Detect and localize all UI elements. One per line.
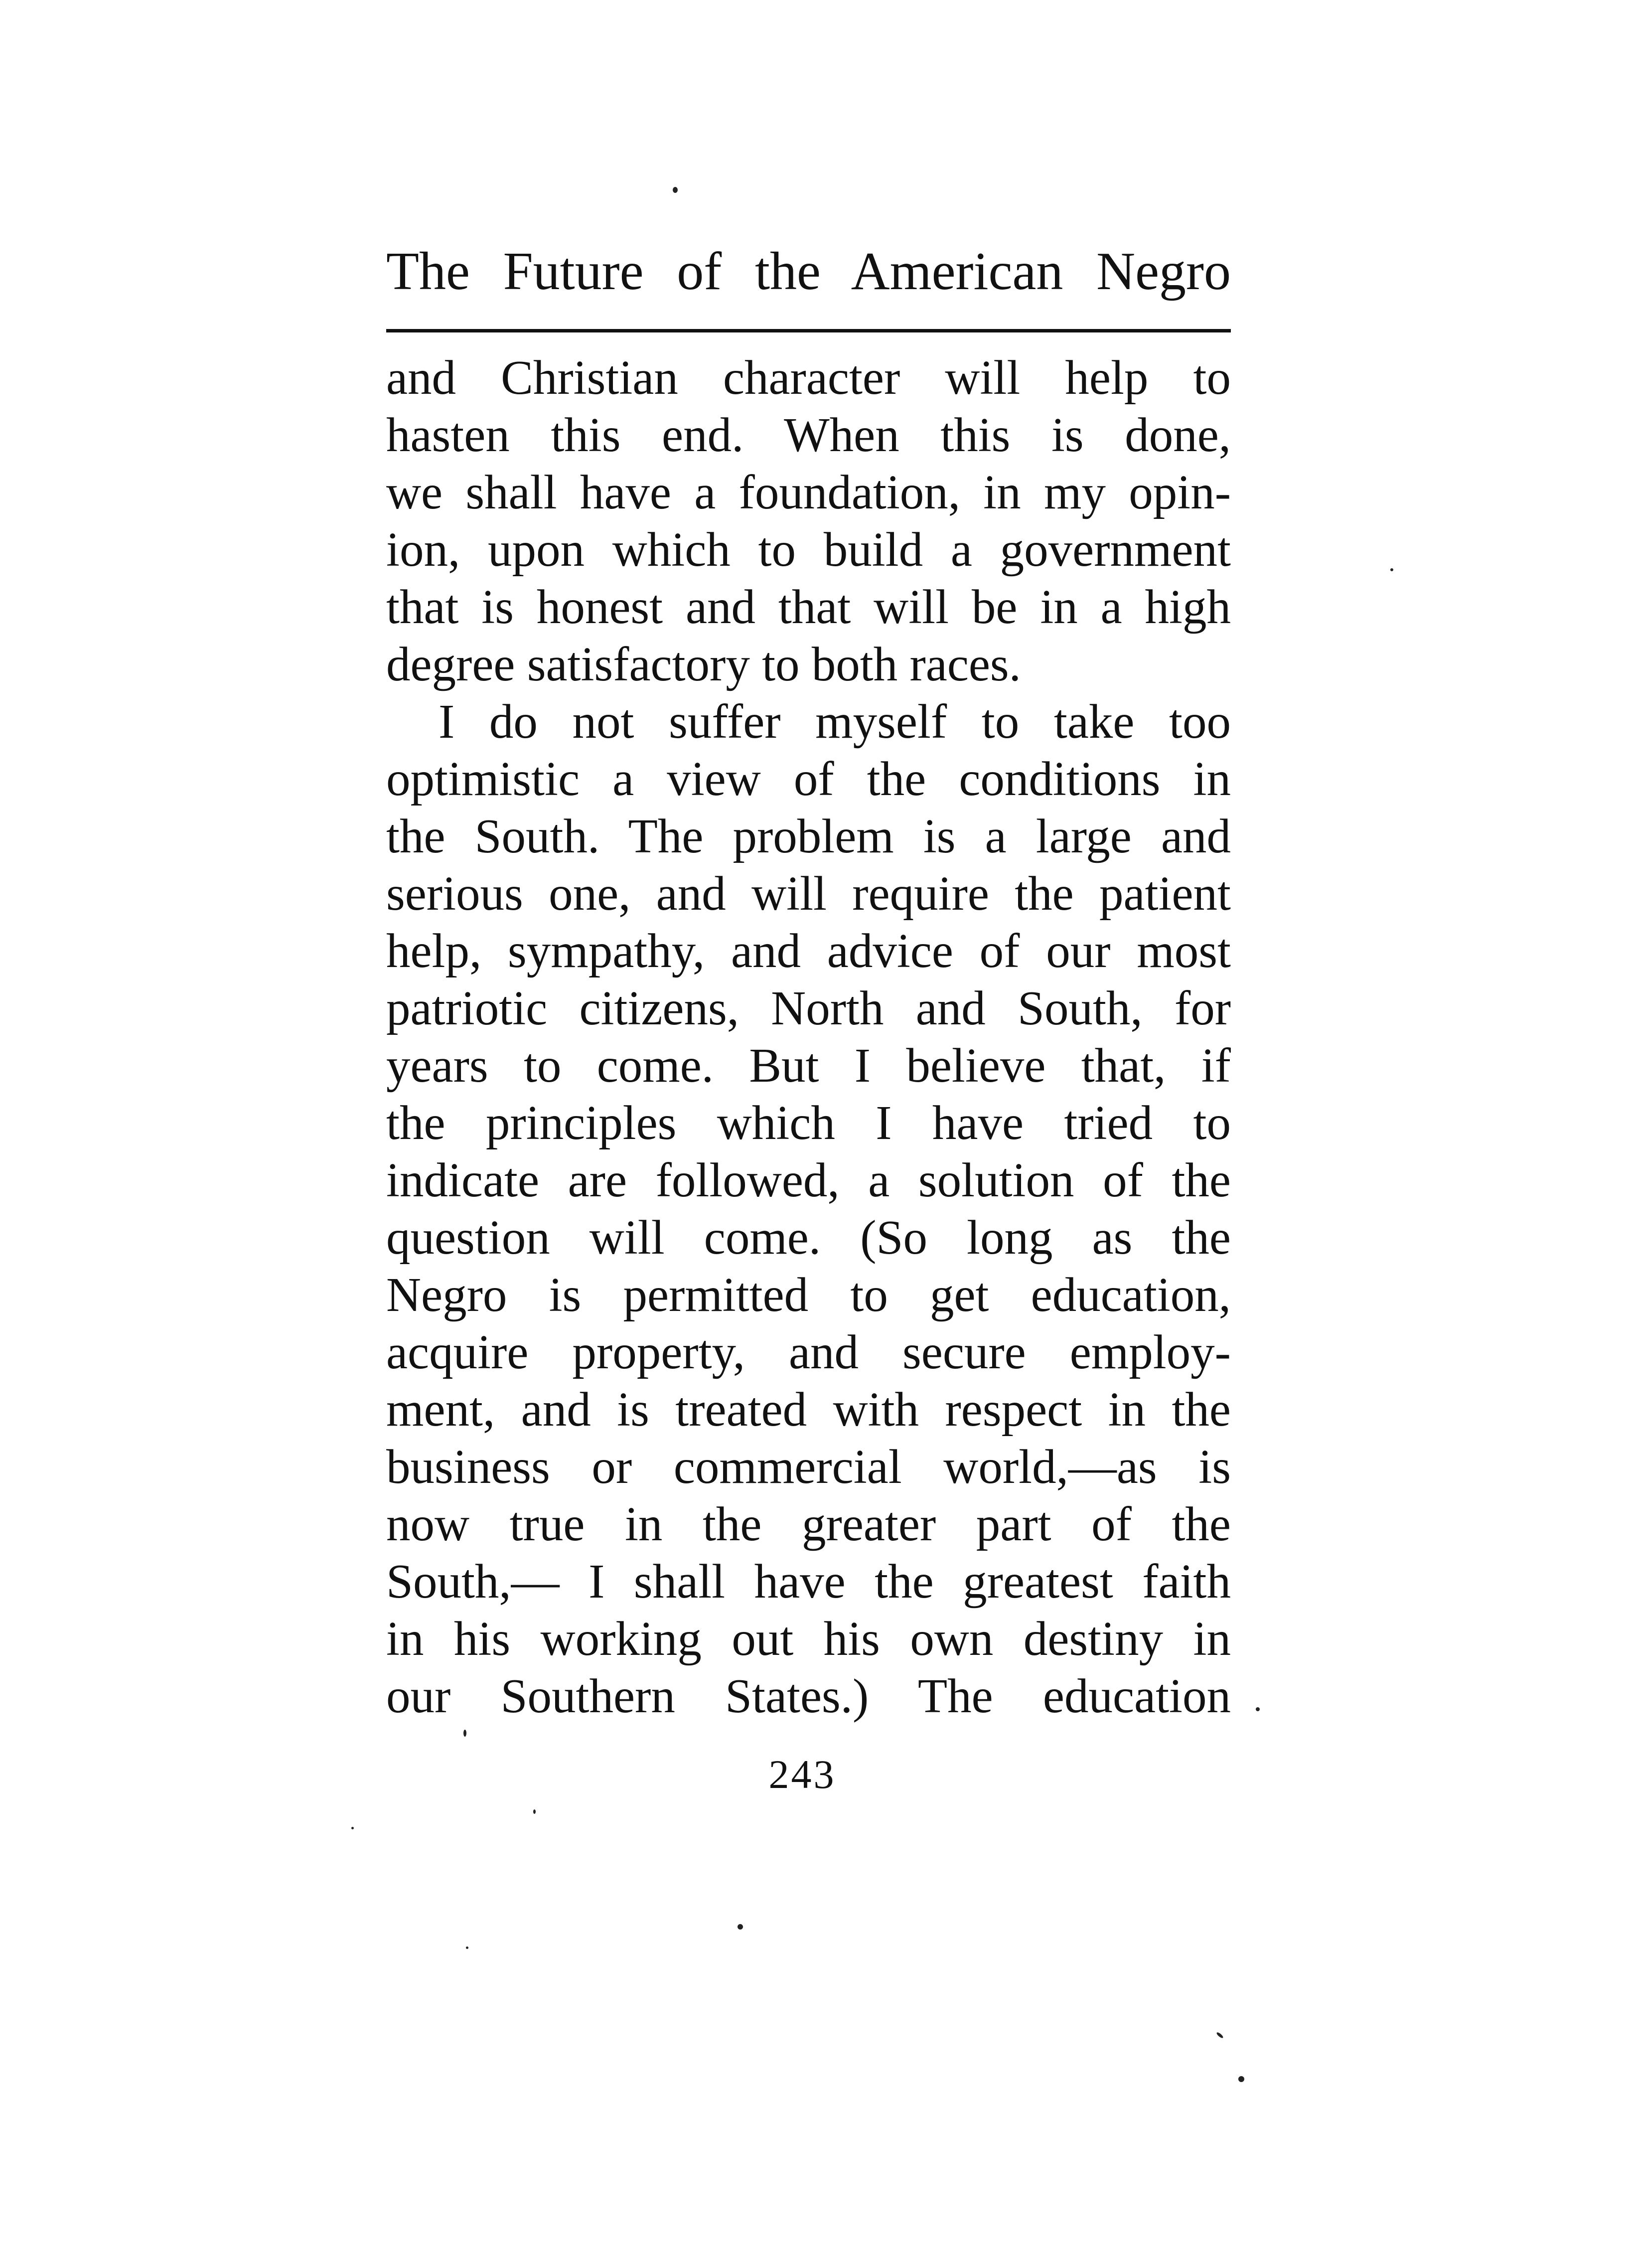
scan-speck	[738, 1924, 743, 1930]
header-rule	[386, 329, 1231, 332]
running-head: The Future of the American Negro	[386, 242, 1231, 301]
text-line: question will come. (So long as the	[386, 1211, 1231, 1264]
text-line: in his working out his own destiny in	[386, 1612, 1231, 1665]
text-line: patriotic citizens, North and South, for	[386, 981, 1231, 1035]
scan-speck	[533, 1809, 536, 1814]
text-line: now true in the greater part of the	[386, 1497, 1231, 1551]
page-number: 243	[768, 1752, 836, 1797]
scan-speck	[1256, 1707, 1260, 1711]
scan-speck	[1390, 568, 1393, 571]
text-line: Negro is permitted to get education,	[386, 1268, 1231, 1321]
scan-speck	[1238, 2076, 1244, 2082]
scan-speck	[673, 187, 678, 193]
text-line: and Christian character will help to	[386, 351, 1231, 404]
text-line: South,— I shall have the greatest faith	[386, 1555, 1231, 1608]
scan-speck	[1216, 2032, 1224, 2039]
text-line: the principles which I have tried to	[386, 1096, 1231, 1149]
text-line: serious one, and will require the patient	[386, 867, 1231, 920]
text-line: ment, and is treated with respect in the	[386, 1383, 1231, 1436]
text-line: optimistic a view of the conditions in	[386, 752, 1231, 806]
text-line: I do not suffer myself to take too	[439, 695, 1231, 748]
text-line: hasten this end. When this is done,	[386, 408, 1231, 462]
text-line: indicate are followed, a solution of the	[386, 1153, 1231, 1207]
text-line: degree satisfactory to both races.	[386, 638, 1021, 691]
scan-speck	[351, 1827, 354, 1829]
text-line: that is honest and that will be in a high	[386, 580, 1231, 634]
scan-speck	[466, 1946, 468, 1949]
text-line: the South. The problem is a large and	[386, 810, 1231, 863]
text-line: ion, upon which to build a government	[386, 523, 1231, 576]
text-line: help, sympathy, and advice of our most	[386, 924, 1231, 977]
scan-speck	[463, 1730, 466, 1737]
text-line: our Southern States.) The education	[386, 1669, 1231, 1723]
text-line: we shall have a foundation, in my opin-	[386, 466, 1231, 519]
text-line: business or commercial world,—as is	[386, 1440, 1231, 1493]
text-line: years to come. But I believe that, if	[386, 1039, 1231, 1092]
body-text	[386, 349, 1231, 1725]
text-line: acquire property, and secure employ-	[386, 1325, 1231, 1379]
